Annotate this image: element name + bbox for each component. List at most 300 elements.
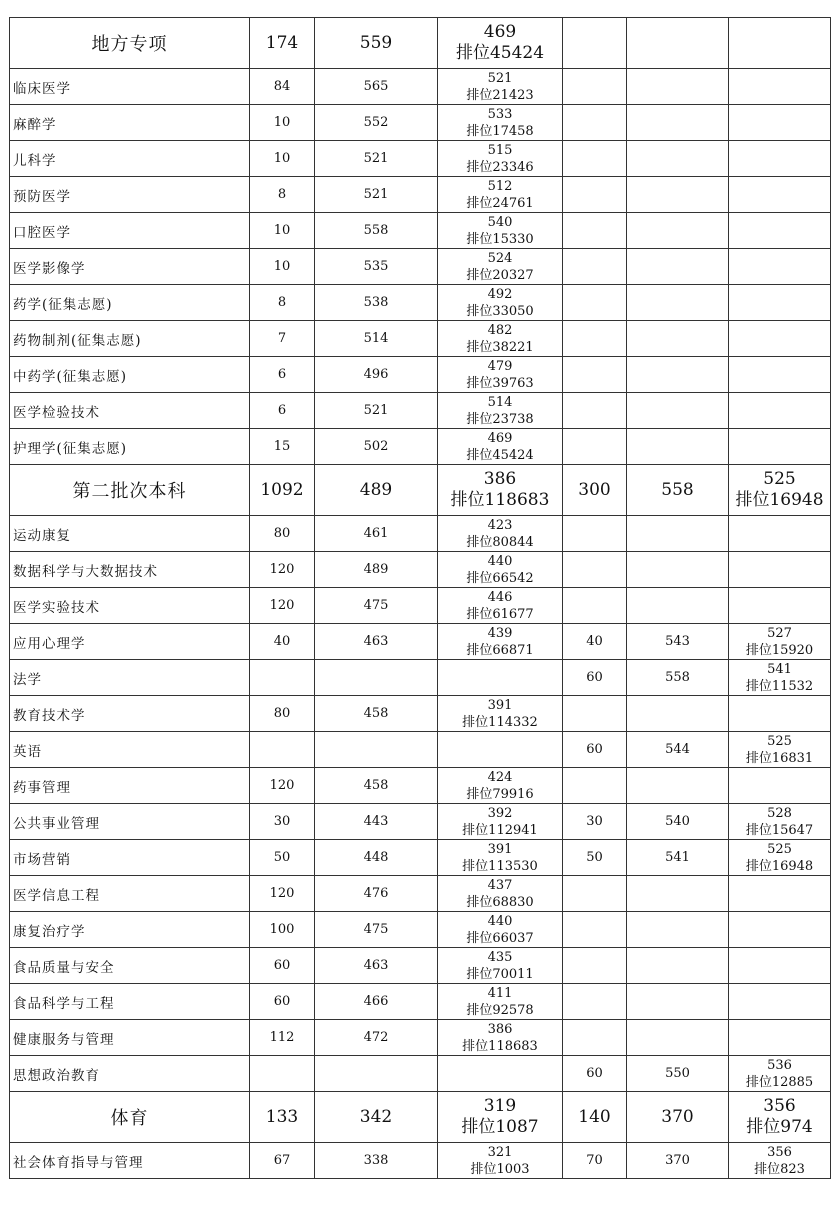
plan-count: 10 — [273, 259, 291, 274]
max-score: 443 — [363, 814, 389, 829]
max-score-2-cell — [627, 1020, 729, 1056]
min-score-rank: 排位45424 — [455, 43, 545, 63]
plan-count: 84 — [273, 79, 291, 94]
plan-count-2: 60 — [586, 1066, 603, 1081]
min-score-rank: 排位118683 — [450, 490, 550, 510]
max-score-cell — [315, 948, 438, 984]
max-score: 463 — [363, 634, 389, 649]
min-score-cell — [438, 732, 563, 768]
table-row — [10, 141, 831, 177]
major-name: 数据科学与大数据技术 — [13, 563, 158, 580]
plan-count-cell — [250, 1143, 315, 1179]
max-score-cell — [315, 624, 438, 660]
plan-count-2: 50 — [586, 850, 603, 865]
major-name: 应用心理学 — [13, 635, 86, 652]
min-score-rank: 排位20327 — [466, 267, 534, 283]
table-row — [10, 732, 831, 768]
major-name-cell — [10, 876, 250, 912]
plan-count-2: 30 — [586, 814, 603, 829]
major-name-cell — [10, 1020, 250, 1056]
table-row — [10, 321, 831, 357]
max-score-cell — [315, 105, 438, 141]
major-name: 医学影像学 — [13, 260, 86, 277]
max-score: 458 — [363, 706, 389, 721]
min-score: 392 — [487, 805, 513, 821]
plan-count-2-cell — [563, 624, 627, 660]
min-score-rank: 排位15330 — [466, 231, 534, 247]
plan-count-2-cell — [563, 912, 627, 948]
major-name-cell — [10, 285, 250, 321]
min-score-2-cell — [729, 177, 831, 213]
plan-count-cell — [250, 213, 315, 249]
min-score-cell — [438, 552, 563, 588]
plan-count-cell — [250, 660, 315, 696]
max-score: 489 — [363, 562, 389, 577]
max-score-2-cell — [627, 465, 729, 516]
min-score: 479 — [487, 358, 513, 374]
min-score-cell — [438, 69, 563, 105]
min-score: 423 — [487, 517, 513, 533]
max-score-2-cell — [627, 804, 729, 840]
plan-count-cell — [250, 105, 315, 141]
plan-count-2: 60 — [586, 742, 603, 757]
min-score-2-rank: 排位16948 — [735, 490, 824, 510]
max-score-2: 370 — [665, 1153, 690, 1168]
max-score-2-cell — [627, 177, 729, 213]
min-score-2-rank: 排位12885 — [745, 1074, 814, 1090]
min-score-2-cell — [729, 285, 831, 321]
table-row — [10, 465, 831, 516]
min-score-2-cell — [729, 948, 831, 984]
min-score-2-rank: 排位974 — [746, 1117, 813, 1137]
plan-count-cell — [250, 516, 315, 552]
min-score: 482 — [487, 322, 513, 338]
max-score: 514 — [363, 331, 389, 346]
plan-count-cell — [250, 357, 315, 393]
min-score-cell — [438, 1056, 563, 1092]
max-score-2: 544 — [665, 742, 690, 757]
max-score-2-cell — [627, 393, 729, 429]
major-name-cell — [10, 18, 250, 69]
major-name-cell — [10, 984, 250, 1020]
plan-count-2-cell — [563, 948, 627, 984]
major-name: 医学信息工程 — [13, 887, 100, 904]
plan-count: 112 — [269, 1030, 295, 1045]
min-score: 521 — [487, 70, 513, 86]
plan-count: 40 — [273, 634, 291, 649]
min-score-rank: 排位118683 — [462, 1038, 538, 1054]
table-row — [10, 876, 831, 912]
plan-count-2-cell — [563, 876, 627, 912]
min-score-cell — [438, 1092, 563, 1143]
max-score-cell — [315, 429, 438, 465]
min-score: 391 — [487, 697, 513, 713]
max-score: 521 — [363, 403, 389, 418]
admission-scores-table — [9, 17, 831, 1179]
min-score-2-cell — [729, 588, 831, 624]
major-name: 英语 — [13, 743, 42, 760]
min-score-cell — [438, 285, 563, 321]
major-name-cell — [10, 1056, 250, 1092]
major-name: 地方专项 — [91, 34, 168, 55]
min-score-rank: 排位112941 — [462, 822, 538, 838]
min-score-cell — [438, 840, 563, 876]
min-score: 391 — [487, 841, 513, 857]
plan-count-cell — [250, 948, 315, 984]
table-row — [10, 948, 831, 984]
min-score-2-cell — [729, 1143, 831, 1179]
min-score: 533 — [487, 106, 513, 122]
major-name: 健康服务与管理 — [13, 1031, 115, 1048]
major-name: 麻醉学 — [13, 116, 57, 133]
min-score-2: 536 — [767, 1057, 792, 1073]
min-score-2-cell — [729, 768, 831, 804]
min-score-rank: 排位79916 — [466, 786, 534, 802]
min-score-cell — [438, 213, 563, 249]
major-name: 药事管理 — [13, 779, 71, 796]
max-score: 476 — [363, 886, 389, 901]
min-score-2-rank: 排位823 — [754, 1161, 805, 1177]
max-score-2-cell — [627, 1092, 729, 1143]
major-name-cell — [10, 177, 250, 213]
min-score-rank: 排位61677 — [466, 606, 534, 622]
min-score-2-rank: 排位16831 — [745, 750, 814, 766]
plan-count-cell — [250, 624, 315, 660]
max-score-cell — [315, 18, 438, 69]
min-score-2-cell — [729, 393, 831, 429]
min-score-rank: 排位92578 — [466, 1002, 534, 1018]
major-name-cell — [10, 321, 250, 357]
plan-count: 60 — [273, 994, 291, 1009]
plan-count: 60 — [273, 958, 291, 973]
table-row — [10, 249, 831, 285]
plan-count: 10 — [273, 223, 291, 238]
plan-count-2: 70 — [586, 1153, 603, 1168]
plan-count: 174 — [265, 33, 299, 53]
plan-count-cell — [250, 69, 315, 105]
table-row — [10, 213, 831, 249]
major-name-cell — [10, 624, 250, 660]
plan-count-2-cell — [563, 696, 627, 732]
min-score-2-cell — [729, 465, 831, 516]
plan-count-2-cell — [563, 588, 627, 624]
min-score-cell — [438, 18, 563, 69]
min-score-rank: 排位66542 — [466, 570, 534, 586]
plan-count-2-cell — [563, 465, 627, 516]
max-score-cell — [315, 768, 438, 804]
max-score-cell — [315, 1020, 438, 1056]
plan-count-2-cell — [563, 177, 627, 213]
plan-count-cell — [250, 141, 315, 177]
plan-count-2-cell — [563, 18, 627, 69]
max-score: 565 — [363, 79, 389, 94]
plan-count: 120 — [269, 562, 295, 577]
major-name-cell — [10, 804, 250, 840]
max-score-2-cell — [627, 249, 729, 285]
max-score-cell — [315, 249, 438, 285]
min-score-2-cell — [729, 213, 831, 249]
plan-count-2-cell — [563, 516, 627, 552]
min-score-cell — [438, 249, 563, 285]
min-score-rank: 排位66037 — [466, 930, 534, 946]
max-score-2-cell — [627, 105, 729, 141]
min-score-2-cell — [729, 912, 831, 948]
min-score-2-cell — [729, 876, 831, 912]
plan-count: 67 — [273, 1153, 291, 1168]
max-score-2: 370 — [661, 1107, 694, 1127]
plan-count-cell — [250, 1020, 315, 1056]
max-score-cell — [315, 321, 438, 357]
table-row — [10, 1092, 831, 1143]
min-score-rank: 排位80844 — [466, 534, 534, 550]
max-score-cell — [315, 912, 438, 948]
max-score: 338 — [363, 1153, 389, 1168]
min-score-2: 525 — [767, 733, 792, 749]
plan-count: 120 — [269, 886, 295, 901]
min-score-cell — [438, 393, 563, 429]
table-row — [10, 552, 831, 588]
major-name-cell — [10, 660, 250, 696]
min-score-cell — [438, 804, 563, 840]
min-score-rank: 排位21423 — [466, 87, 534, 103]
max-score: 466 — [363, 994, 389, 1009]
plan-count-2-cell — [563, 840, 627, 876]
major-name: 医学检验技术 — [13, 404, 100, 421]
max-score: 496 — [363, 367, 389, 382]
min-score-rank: 排位23346 — [466, 159, 534, 175]
min-score-2-cell — [729, 696, 831, 732]
plan-count: 133 — [265, 1107, 299, 1127]
min-score-2-cell — [729, 249, 831, 285]
min-score: 424 — [487, 769, 513, 785]
table-row — [10, 984, 831, 1020]
max-score-cell — [315, 984, 438, 1020]
max-score-cell — [315, 588, 438, 624]
max-score-2-cell — [627, 1143, 729, 1179]
min-score-2-cell — [729, 429, 831, 465]
min-score-rank: 排位33050 — [466, 303, 534, 319]
table-row — [10, 18, 831, 69]
plan-count-2-cell — [563, 321, 627, 357]
plan-count-cell — [250, 177, 315, 213]
min-score-2-rank: 排位15920 — [745, 642, 814, 658]
plan-count-2-cell — [563, 285, 627, 321]
max-score-2-cell — [627, 357, 729, 393]
table-row — [10, 285, 831, 321]
plan-count-2-cell — [563, 69, 627, 105]
plan-count: 10 — [273, 151, 291, 166]
plan-count: 8 — [277, 187, 287, 202]
min-score: 440 — [487, 553, 513, 569]
min-score-rank: 排位45424 — [466, 447, 534, 463]
max-score: 521 — [363, 151, 389, 166]
max-score-2-cell — [627, 948, 729, 984]
plan-count-2-cell — [563, 1092, 627, 1143]
major-name: 第二批次本科 — [72, 481, 187, 502]
min-score-cell — [438, 660, 563, 696]
major-name-cell — [10, 768, 250, 804]
major-name: 公共事业管理 — [13, 815, 100, 832]
major-name-cell — [10, 732, 250, 768]
max-score-cell — [315, 213, 438, 249]
plan-count-2: 300 — [578, 480, 611, 500]
plan-count-cell — [250, 804, 315, 840]
major-name-cell — [10, 840, 250, 876]
min-score-2-cell — [729, 141, 831, 177]
plan-count-2-cell — [563, 732, 627, 768]
major-name-cell — [10, 696, 250, 732]
max-score: 559 — [359, 33, 393, 53]
min-score-2-cell — [729, 984, 831, 1020]
major-name-cell — [10, 588, 250, 624]
major-name-cell — [10, 357, 250, 393]
min-score: 386 — [487, 1021, 513, 1037]
max-score-cell — [315, 696, 438, 732]
min-score-2-cell — [729, 1092, 831, 1143]
major-name: 口腔医学 — [13, 224, 71, 241]
major-name-cell — [10, 393, 250, 429]
max-score-2-cell — [627, 912, 729, 948]
max-score-2-cell — [627, 18, 729, 69]
min-score: 440 — [487, 913, 513, 929]
min-score-cell — [438, 177, 563, 213]
table-row — [10, 588, 831, 624]
plan-count-cell — [250, 429, 315, 465]
major-name: 教育技术学 — [13, 707, 86, 724]
max-score-2-cell — [627, 1056, 729, 1092]
plan-count-2-cell — [563, 105, 627, 141]
plan-count: 80 — [273, 706, 291, 721]
min-score-rank: 排位39763 — [466, 375, 534, 391]
max-score: 458 — [363, 778, 389, 793]
max-score-2-cell — [627, 321, 729, 357]
table-row — [10, 1020, 831, 1056]
major-name: 中药学(征集志愿) — [13, 368, 128, 385]
plan-count-2-cell — [563, 1143, 627, 1179]
plan-count-2-cell — [563, 984, 627, 1020]
min-score: 524 — [487, 250, 513, 266]
plan-count-2: 40 — [586, 634, 603, 649]
min-score-cell — [438, 876, 563, 912]
max-score: 461 — [363, 526, 389, 541]
major-name: 医学实验技术 — [13, 599, 100, 616]
min-score-2-cell — [729, 516, 831, 552]
plan-count-cell — [250, 285, 315, 321]
major-name-cell — [10, 105, 250, 141]
min-score-2-rank: 排位15647 — [745, 822, 814, 838]
plan-count: 7 — [277, 331, 287, 346]
max-score-2-cell — [627, 141, 729, 177]
max-score-cell — [315, 357, 438, 393]
min-score: 437 — [487, 877, 513, 893]
max-score: 521 — [363, 187, 389, 202]
min-score: 540 — [487, 214, 513, 230]
max-score: 475 — [363, 922, 389, 937]
min-score-2-cell — [729, 1020, 831, 1056]
table-row — [10, 105, 831, 141]
min-score-2-cell — [729, 732, 831, 768]
table-row — [10, 516, 831, 552]
min-score: 435 — [487, 949, 513, 965]
max-score-2: 541 — [665, 850, 690, 865]
major-name: 体育 — [110, 1108, 149, 1129]
major-name-cell — [10, 69, 250, 105]
min-score-rank: 排位17458 — [466, 123, 534, 139]
max-score-2: 558 — [661, 480, 694, 500]
plan-count: 8 — [277, 295, 287, 310]
max-score-2-cell — [627, 696, 729, 732]
min-score-2: 527 — [767, 625, 792, 641]
major-name: 预防医学 — [13, 188, 71, 205]
major-name: 药物制剂(征集志愿) — [13, 332, 142, 349]
major-name: 思想政治教育 — [13, 1067, 100, 1084]
plan-count: 15 — [273, 439, 291, 454]
min-score-cell — [438, 1020, 563, 1056]
max-score: 342 — [359, 1107, 393, 1127]
min-score-rank: 排位24761 — [466, 195, 534, 211]
max-score-cell — [315, 177, 438, 213]
max-score-2-cell — [627, 984, 729, 1020]
table-body — [10, 18, 831, 1179]
min-score-cell — [438, 357, 563, 393]
min-score-rank: 排位113530 — [462, 858, 538, 874]
major-name-cell — [10, 1143, 250, 1179]
max-score-cell — [315, 1143, 438, 1179]
max-score-2-cell — [627, 660, 729, 696]
plan-count-cell — [250, 1092, 315, 1143]
min-score-cell — [438, 105, 563, 141]
major-name: 市场营销 — [13, 851, 71, 868]
max-score-cell — [315, 804, 438, 840]
min-score-cell — [438, 429, 563, 465]
max-score: 502 — [363, 439, 389, 454]
max-score: 552 — [363, 115, 389, 130]
major-name-cell — [10, 213, 250, 249]
min-score: 439 — [487, 625, 513, 641]
major-name-cell — [10, 1092, 250, 1143]
table-row — [10, 912, 831, 948]
min-score-2: 528 — [767, 805, 792, 821]
min-score-cell — [438, 588, 563, 624]
min-score-rank: 排位1003 — [470, 1161, 530, 1177]
max-score-2: 550 — [665, 1066, 690, 1081]
table-row — [10, 804, 831, 840]
plan-count-2-cell — [563, 429, 627, 465]
min-score-cell — [438, 141, 563, 177]
min-score-rank: 排位23738 — [466, 411, 534, 427]
plan-count-cell — [250, 465, 315, 516]
min-score-2-cell — [729, 69, 831, 105]
max-score: 538 — [363, 295, 389, 310]
min-score-2: 541 — [767, 661, 792, 677]
max-score-cell — [315, 141, 438, 177]
plan-count-cell — [250, 768, 315, 804]
max-score: 489 — [359, 480, 393, 500]
min-score: 411 — [487, 985, 513, 1001]
major-name-cell — [10, 948, 250, 984]
table-row — [10, 177, 831, 213]
max-score-2: 543 — [665, 634, 690, 649]
max-score-cell — [315, 393, 438, 429]
max-score-cell — [315, 552, 438, 588]
max-score-cell — [315, 516, 438, 552]
plan-count-2-cell — [563, 1020, 627, 1056]
min-score: 492 — [487, 286, 513, 302]
max-score-2-cell — [627, 69, 729, 105]
plan-count-cell — [250, 393, 315, 429]
max-score: 535 — [363, 259, 389, 274]
major-name: 食品质量与安全 — [13, 959, 115, 976]
